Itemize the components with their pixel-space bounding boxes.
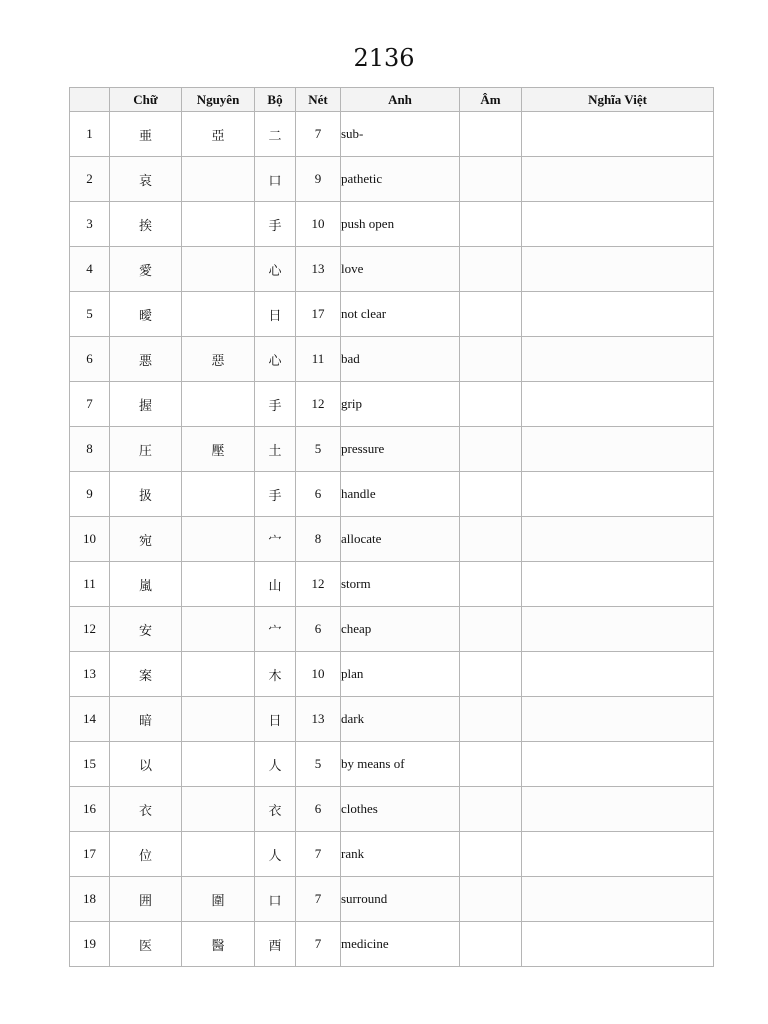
kanji-character: 愛 — [110, 247, 182, 292]
kanji-character: 案 — [110, 652, 182, 697]
vietnamese-meaning-cell — [522, 922, 714, 967]
original-form — [182, 247, 255, 292]
kanji-character: 以 — [110, 742, 182, 787]
row-number: 7 — [70, 382, 110, 427]
stroke-count: 7 — [296, 877, 341, 922]
stroke-count: 6 — [296, 607, 341, 652]
stroke-count: 8 — [296, 517, 341, 562]
table-row — [70, 922, 714, 967]
radical: 口 — [255, 157, 296, 202]
radical: 手 — [255, 472, 296, 517]
radical: 宀 — [255, 607, 296, 652]
radical: 人 — [255, 742, 296, 787]
reading-cell — [460, 157, 522, 202]
english-meaning: grip — [341, 382, 460, 427]
reading-cell — [460, 607, 522, 652]
header-character: Chữ — [110, 88, 182, 112]
kanji-character: 医 — [110, 922, 182, 967]
kanji-character: 暗 — [110, 697, 182, 742]
reading-cell — [460, 787, 522, 832]
table-row — [70, 877, 714, 922]
radical: 心 — [255, 247, 296, 292]
row-number: 12 — [70, 607, 110, 652]
radical: 衣 — [255, 787, 296, 832]
stroke-count: 12 — [296, 562, 341, 607]
kanji-character: 位 — [110, 832, 182, 877]
original-form — [182, 157, 255, 202]
reading-cell — [460, 697, 522, 742]
vietnamese-meaning-cell — [522, 382, 714, 427]
stroke-count: 6 — [296, 472, 341, 517]
vietnamese-meaning-cell — [522, 562, 714, 607]
vietnamese-meaning-cell — [522, 337, 714, 382]
kanji-character: 衣 — [110, 787, 182, 832]
row-number: 18 — [70, 877, 110, 922]
english-meaning: pressure — [341, 427, 460, 472]
row-number: 3 — [70, 202, 110, 247]
kanji-character: 哀 — [110, 157, 182, 202]
vietnamese-meaning-cell — [522, 652, 714, 697]
table-row — [70, 607, 714, 652]
vietnamese-meaning-cell — [522, 292, 714, 337]
original-form — [182, 787, 255, 832]
stroke-count: 7 — [296, 832, 341, 877]
table-row — [70, 472, 714, 517]
row-number: 17 — [70, 832, 110, 877]
reading-cell — [460, 337, 522, 382]
table-row — [70, 112, 714, 157]
reading-cell — [460, 562, 522, 607]
vietnamese-meaning-cell — [522, 157, 714, 202]
header-original: Nguyên — [182, 88, 255, 112]
stroke-count: 5 — [296, 742, 341, 787]
reading-cell — [460, 742, 522, 787]
original-form — [182, 202, 255, 247]
english-meaning: by means of — [341, 742, 460, 787]
vietnamese-meaning-cell — [522, 247, 714, 292]
english-meaning: bad — [341, 337, 460, 382]
row-number: 4 — [70, 247, 110, 292]
vietnamese-meaning-cell — [522, 787, 714, 832]
reading-cell — [460, 517, 522, 562]
table-row — [70, 202, 714, 247]
table-row — [70, 787, 714, 832]
english-meaning: love — [341, 247, 460, 292]
stroke-count: 10 — [296, 202, 341, 247]
header-number — [70, 88, 110, 112]
english-meaning: dark — [341, 697, 460, 742]
original-form — [182, 382, 255, 427]
kanji-character: 嵐 — [110, 562, 182, 607]
original-form: 壓 — [182, 427, 255, 472]
kanji-character: 圧 — [110, 427, 182, 472]
vietnamese-meaning-cell — [522, 697, 714, 742]
vietnamese-meaning-cell — [522, 427, 714, 472]
radical: 二 — [255, 112, 296, 157]
vietnamese-meaning-cell — [522, 607, 714, 652]
radical: 木 — [255, 652, 296, 697]
original-form — [182, 697, 255, 742]
vietnamese-meaning-cell — [522, 742, 714, 787]
reading-cell — [460, 202, 522, 247]
header-vietnamese: Nghĩa Việt — [522, 88, 714, 112]
table-row — [70, 337, 714, 382]
english-meaning: push open — [341, 202, 460, 247]
table-row — [70, 697, 714, 742]
english-meaning: medicine — [341, 922, 460, 967]
kanji-character: 挨 — [110, 202, 182, 247]
original-form — [182, 472, 255, 517]
stroke-count: 7 — [296, 922, 341, 967]
reading-cell — [460, 652, 522, 697]
table-row — [70, 562, 714, 607]
english-meaning: cheap — [341, 607, 460, 652]
stroke-count: 6 — [296, 787, 341, 832]
kanji-character: 悪 — [110, 337, 182, 382]
page-number: 2136 — [353, 44, 415, 72]
reading-cell — [460, 922, 522, 967]
table-row — [70, 832, 714, 877]
kanji-character: 扱 — [110, 472, 182, 517]
english-meaning: storm — [341, 562, 460, 607]
radical: 心 — [255, 337, 296, 382]
vietnamese-meaning-cell — [522, 202, 714, 247]
original-form — [182, 832, 255, 877]
header-english: Anh — [341, 88, 460, 112]
reading-cell — [460, 247, 522, 292]
row-number: 11 — [70, 562, 110, 607]
english-meaning: plan — [341, 652, 460, 697]
original-form — [182, 562, 255, 607]
radical: 手 — [255, 202, 296, 247]
radical: 日 — [255, 697, 296, 742]
kanji-character: 囲 — [110, 877, 182, 922]
row-number: 1 — [70, 112, 110, 157]
table-row — [70, 247, 714, 292]
stroke-count: 5 — [296, 427, 341, 472]
table-row — [70, 652, 714, 697]
stroke-count: 10 — [296, 652, 341, 697]
english-meaning: pathetic — [341, 157, 460, 202]
original-form — [182, 517, 255, 562]
english-meaning: surround — [341, 877, 460, 922]
row-number: 19 — [70, 922, 110, 967]
row-number: 5 — [70, 292, 110, 337]
vietnamese-meaning-cell — [522, 832, 714, 877]
stroke-count: 17 — [296, 292, 341, 337]
table-row — [70, 517, 714, 562]
row-number: 2 — [70, 157, 110, 202]
table-row — [70, 427, 714, 472]
original-form — [182, 607, 255, 652]
radical: 土 — [255, 427, 296, 472]
radical: 山 — [255, 562, 296, 607]
row-number: 10 — [70, 517, 110, 562]
kanji-character: 握 — [110, 382, 182, 427]
stroke-count: 12 — [296, 382, 341, 427]
stroke-count: 7 — [296, 112, 341, 157]
stroke-count: 11 — [296, 337, 341, 382]
radical: 口 — [255, 877, 296, 922]
reading-cell — [460, 112, 522, 157]
radical: 日 — [255, 292, 296, 337]
english-meaning: rank — [341, 832, 460, 877]
row-number: 16 — [70, 787, 110, 832]
english-meaning: handle — [341, 472, 460, 517]
table-row — [70, 292, 714, 337]
original-form — [182, 652, 255, 697]
row-number: 6 — [70, 337, 110, 382]
english-meaning: allocate — [341, 517, 460, 562]
kanji-table — [69, 87, 714, 967]
radical: 手 — [255, 382, 296, 427]
vietnamese-meaning-cell — [522, 517, 714, 562]
original-form — [182, 292, 255, 337]
original-form: 醫 — [182, 922, 255, 967]
stroke-count: 13 — [296, 697, 341, 742]
original-form: 亞 — [182, 112, 255, 157]
kanji-character: 曖 — [110, 292, 182, 337]
english-meaning: sub- — [341, 112, 460, 157]
original-form — [182, 742, 255, 787]
row-number: 9 — [70, 472, 110, 517]
reading-cell — [460, 877, 522, 922]
vietnamese-meaning-cell — [522, 112, 714, 157]
kanji-character: 亜 — [110, 112, 182, 157]
reading-cell — [460, 292, 522, 337]
stroke-count: 13 — [296, 247, 341, 292]
kanji-character: 安 — [110, 607, 182, 652]
radical: 宀 — [255, 517, 296, 562]
original-form: 惡 — [182, 337, 255, 382]
vietnamese-meaning-cell — [522, 877, 714, 922]
stroke-count: 9 — [296, 157, 341, 202]
table-body — [70, 112, 714, 967]
english-meaning: clothes — [341, 787, 460, 832]
kanji-character: 宛 — [110, 517, 182, 562]
reading-cell — [460, 472, 522, 517]
table-row — [70, 742, 714, 787]
row-number: 8 — [70, 427, 110, 472]
reading-cell — [460, 427, 522, 472]
reading-cell — [460, 832, 522, 877]
row-number: 13 — [70, 652, 110, 697]
table-row — [70, 382, 714, 427]
radical: 人 — [255, 832, 296, 877]
header-radical: Bộ — [255, 88, 296, 112]
radical: 酉 — [255, 922, 296, 967]
header-strokes: Nét — [296, 88, 341, 112]
vietnamese-meaning-cell — [522, 472, 714, 517]
original-form: 圍 — [182, 877, 255, 922]
header-reading: Âm — [460, 88, 522, 112]
row-number: 15 — [70, 742, 110, 787]
table-header — [70, 88, 714, 112]
row-number: 14 — [70, 697, 110, 742]
english-meaning: not clear — [341, 292, 460, 337]
reading-cell — [460, 382, 522, 427]
table-row — [70, 157, 714, 202]
